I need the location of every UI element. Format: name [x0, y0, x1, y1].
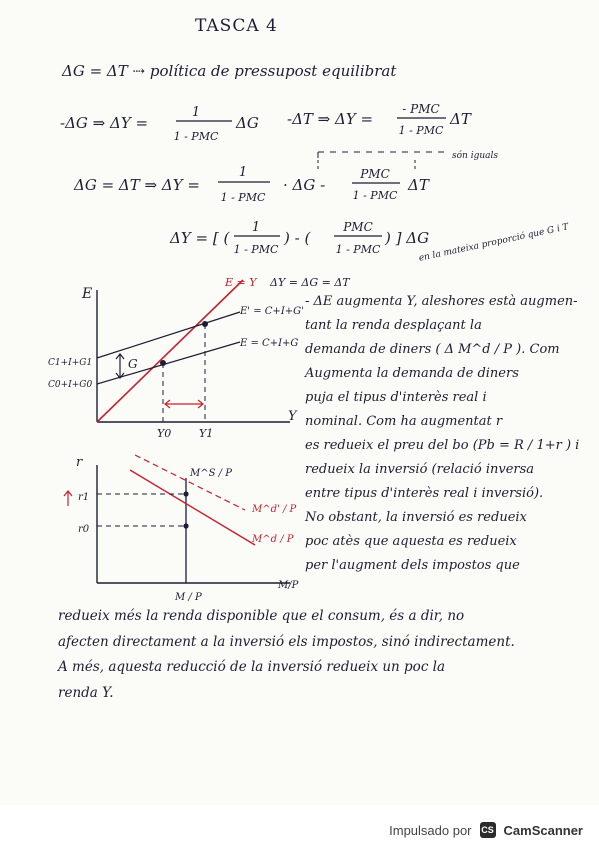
keynesian-cross-graph — [0, 272, 350, 440]
graph2-y-label: r — [76, 455, 83, 470]
eq3-num2: PMC — [360, 167, 390, 181]
eq3-mid: · ΔG - — [283, 176, 326, 194]
eq4-lhs: ΔY = [ ( — [170, 229, 230, 247]
eq2a-num: 1 — [191, 105, 201, 120]
graph2-ms-label: M^S / P — [190, 468, 232, 479]
graph1-g-marker: G — [128, 357, 138, 371]
bottom-line: afecten directament a la inversió els impostos, sinó indirectament. — [58, 633, 515, 650]
bottom-line: redueix més la renda disponible que el consum, és a dir, no — [58, 608, 465, 624]
paragraph-line: No obstant, la inversió es redueix — [305, 510, 527, 525]
paragraph-line: poc atès que aquesta es redueix — [305, 534, 517, 549]
graph2-md1-label: M^d' / P — [252, 504, 297, 515]
paragraph-line: per l'augment dels impostos que — [305, 558, 520, 573]
paragraph-line: - ΔE augmenta Y, aleshores està augmen- — [305, 294, 578, 309]
footer-prefix: Impulsado por — [389, 822, 472, 838]
side-note: en la mateixa proporció que G i T — [418, 222, 570, 264]
graph2-x-label: M/P — [278, 580, 299, 591]
eq4-den1: 1 - PMC — [233, 243, 279, 256]
graph1-e1-label: E' = C+I+G' — [240, 306, 304, 317]
graph1-y-tick-top: C1+I+G1 — [48, 358, 93, 368]
graph2-md0-label: M^d / P — [252, 534, 294, 545]
eq4-num1: 1 — [251, 220, 261, 235]
camscanner-logo-icon: CS — [480, 822, 496, 838]
explanation-paragraph — [305, 290, 590, 578]
paragraph-line: entre tipus d'interès real i inversió). — [305, 486, 544, 501]
graph2-x-tick: M / P — [175, 592, 202, 603]
eq2a-den: 1 - PMC — [173, 130, 219, 143]
camscanner-footer — [389, 822, 583, 838]
footer-brand: CamScanner — [503, 822, 583, 838]
graph1-x-tick-0: Y0 — [157, 427, 172, 440]
graph1-y-label: E — [82, 286, 93, 302]
eq3-lhs: ΔG = ΔT ⇒ ΔY = — [74, 176, 200, 194]
conclusion-paragraph — [58, 604, 515, 706]
bottom-line: renda Y. — [58, 684, 114, 701]
eq3-den1: 1 - PMC — [220, 191, 266, 204]
paragraph-line: tant la renda desplaçant la — [305, 318, 482, 333]
eq4-num2: PMC — [343, 220, 373, 234]
graph1-x-label: Y — [288, 409, 297, 424]
eq3-tail: ΔT — [408, 176, 429, 194]
eq2b-tail: ΔT — [450, 110, 471, 128]
eq2b-den: 1 - PMC — [398, 124, 444, 137]
eq2a-lhs: -ΔG ⇒ ΔY = — [60, 114, 149, 132]
eq3-num1: 1 — [238, 165, 248, 180]
eq2a-tail: ΔG — [236, 114, 259, 132]
paragraph-line: es redueix el preu del bo (Pb = R / 1+r ) i — [305, 438, 580, 453]
eq3-den2: 1 - PMC — [352, 189, 398, 202]
paragraph-line: demanda de diners ( Δ M^d / P ). Com — [305, 342, 560, 357]
eq2b-lhs: -ΔT ⇒ ΔY = — [287, 110, 374, 128]
eq4-mid: ) - ( — [284, 229, 311, 247]
graph1-e0-label: E = C+I+G — [240, 338, 299, 349]
money-market-graph — [0, 450, 300, 620]
graph1-y-tick-bot: C0+I+G0 — [48, 380, 93, 390]
eq2b-num: - PMC — [402, 102, 440, 116]
page-title: TASCA 4 — [195, 16, 278, 36]
paragraph-line: Augmenta la demanda de diners — [305, 366, 519, 381]
equation-line-1: ΔG = ΔT ⇢ política de pressupost equilibrat — [62, 62, 397, 80]
paragraph-line: nominal. Com ha augmentat r — [305, 414, 503, 429]
paragraph-line: puja el tipus d'interès real i — [305, 390, 487, 405]
graph2-r1: r1 — [78, 492, 90, 503]
eq4-tail: ) ] ΔG — [385, 229, 430, 247]
graph1-eq-label: ΔY = ΔG = ΔT — [270, 276, 350, 289]
graph1-45-label: E = Y — [225, 276, 257, 289]
son-iguals-note: són iguals — [452, 151, 498, 161]
eq4-den2: 1 - PMC — [335, 243, 381, 256]
graph1-x-tick-1: Y1 — [199, 427, 214, 440]
graph2-r0: r0 — [78, 524, 90, 535]
bottom-line: A més, aquesta reducció de la inversió redueix un poc la — [58, 659, 446, 675]
paragraph-line: redueix la inversió (relació inversa — [305, 462, 535, 477]
